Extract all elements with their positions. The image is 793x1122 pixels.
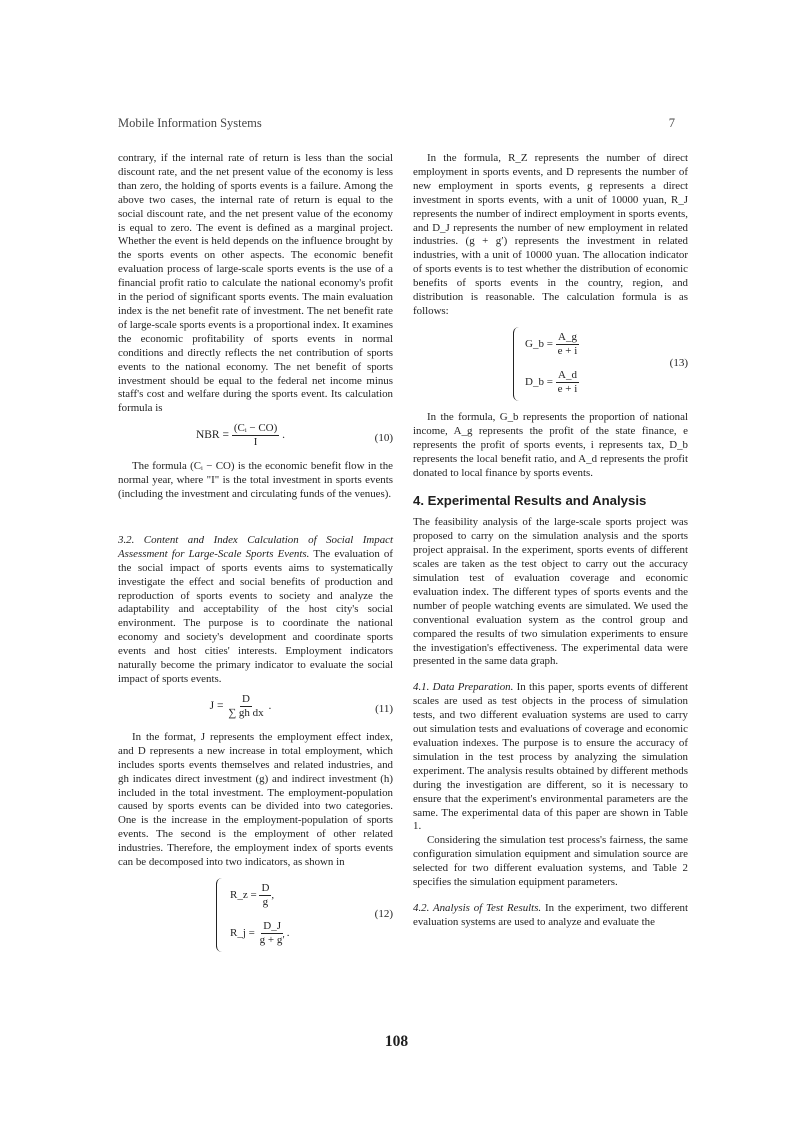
equation-12-line-2-denominator: g + g′ — [259, 933, 285, 946]
equation-10-denominator: I — [253, 436, 258, 449]
equation-10-fraction — [232, 422, 279, 449]
equation-10 — [118, 422, 393, 454]
equation-12-line-2-lhs: R_j = — [230, 927, 255, 939]
equation-13-line-2-fraction — [556, 369, 580, 396]
equation-10-body — [118, 422, 363, 449]
section-4-2 — [413, 902, 688, 930]
equation-11-number: (11) — [375, 702, 393, 715]
equation-10-number: (10) — [374, 432, 393, 445]
section-4-2-body: In the experiment, two different evaluation systems are used to analyze and evaluate the — [413, 901, 688, 928]
equation-10-lhs: NBR = — [195, 429, 229, 442]
page-number: 108 — [384, 1033, 409, 1050]
equation-13-line-1-denominator: e + i — [557, 344, 578, 357]
section-4-heading: 4. Experimental Results and Analysis — [413, 493, 647, 509]
equation-11-denominator: ∑ gh dx — [228, 706, 264, 719]
equation-11-tail: . — [268, 700, 272, 713]
right-paragraph-4: Considering the simulation test process's fairness, the same configuration simulation equipment and simulation source are selected for two different evaluation systems, and Table 2 specifies the simulation equipment parameters. — [413, 834, 688, 889]
equation-11-body — [118, 693, 363, 720]
running-header — [118, 116, 675, 131]
equation-11-fraction — [226, 693, 265, 720]
equation-13-number: (13) — [669, 356, 688, 369]
section-3-2-title: 3.2. Content and Index Calculation of Social Impact Assessment for Large-Scale Sports Events. — [118, 533, 393, 560]
equation-12-line-2-tail: . — [286, 927, 290, 939]
header-page-number: 7 — [668, 116, 675, 130]
right-paragraph-2: In the formula, G_b represents the proportion of national income, A_g represents the profit of the state finance, e represents the profit of sports events, i represents tax, D_b represents the local benefit ratio, and A_d represents the profit donated to local finance by sports events. — [413, 410, 688, 479]
equation-10-tail: . — [282, 429, 286, 442]
equation-13-brace — [513, 327, 520, 401]
equation-12-line-1-tail: , — [271, 889, 275, 901]
equation-10-numerator: (Cᵢ − CO) — [233, 422, 278, 435]
journal-name: Mobile Information Systems — [118, 116, 262, 130]
section-3-2-body: The evaluation of the social impact of sports events aims to systematically investigate the effect and social benefits of production and reproduction of sports events to society and analyze the adaptability and acceptability of the host city's social environment. The purpose is to coordinate the national economy and society's development and coordinate sports events and host cities' interests. Employment indicators naturally become the primary indicator to evaluate the social impact of sports events. — [118, 547, 393, 685]
left-paragraph-1: contrary, if the internal rate of return is less than the social discount rate, and the net present value of the economy is less than zero, the holding of sports events is a failure. Among the above two cases, the internal rate of return is equal to the social discount rate, and the net present value of the economy is equal to zero. The event is defined as a marginal project. Whether the event is held depends on the influence brought by the sports events on other aspects. The economic benefit evaluation process of large-scale sports events is the use of a financial profit ratio to calculate the national economy's profit in the period of significant sports events. The main evaluation index is the net benefit rate of investment. The net benefit rate of large-scale sports events is a proportional index. It examines the economic profitability of sports events in normal conditions and directly reflects the net contribution of sports events to the national economy. The net benefit of sports investment should be equal to the federal net income minus staff's cost and welfare during the sports event. Its calculation formula is — [118, 152, 394, 415]
left-paragraph-3: In the format, J represents the employment effect index, and D represents a new increase in total employment, which includes sports events themselves and related industries, and gh indicates direct investment (g) and indirect investment (h) included in the total investment. The employment-population caused by sports events can be divided into two categories. One is the increase in the employment-population of sports events. The second is the employment of other related industries. Therefore, the employment index of sports events can be decomposed into two indicators, as shown in — [118, 730, 393, 869]
section-4-1-title: 4.1. Data Preparation. — [413, 681, 514, 694]
left-paragraph-2: The formula (Cᵢ − CO) is the economic benefit flow in the normal year, where "I" is the total investment in sports events (including the investment and circulating funds of the venues). — [118, 460, 393, 501]
right-column — [413, 152, 688, 930]
equation-12-line-2 — [230, 920, 289, 947]
section-4-1 — [413, 681, 688, 834]
equation-11 — [118, 693, 393, 725]
equation-12 — [118, 876, 393, 956]
right-paragraph-1: In the formula, R_Z represents the number of direct employment in sports events, and D represents the number of new employment in sports events, g represents a direct investment in sports events, with a unit of 10000 yuan, R_J represents the number of indirect employment in sports events, and D_J represents the number of new employment in related industries. (g + g′) represents the investment in related industries, with a unit of 10000 yuan. The allocation indicator of sports events is to test whether the distribution of economic benefits of sports events in the country, region, and distribution is reasonable. The calculation formula is as follows: — [413, 152, 688, 317]
equation-13-line-2 — [525, 369, 579, 396]
equation-12-line-1-lhs: R_z = — [230, 889, 257, 901]
equation-13 — [413, 325, 688, 405]
equation-12-line-1-numerator: D — [261, 881, 270, 894]
equation-12-line-1-fraction — [259, 882, 271, 909]
section-3-2 — [118, 534, 393, 687]
equation-11-lhs: J = — [209, 700, 224, 713]
equation-12-line-2-numerator: D_J — [263, 919, 282, 932]
equation-12-line-1 — [230, 882, 274, 909]
section-4-1-body: In this paper, sports events of different scales are used as test objects in the process of simulation tests, and two different evaluation systems are used to carry out simulation tests and evaluations of coverage and economic evaluation indexes. The purpose is to ensure the accuracy of simulation in the test process by analyzing the simulation experiment. The analysis results obtained by different methods during the investigation are different, so it is necessary to ensure that the experiment's environmental parameters are the same. The experimental data of this paper are shown in Table 1. — [413, 681, 688, 833]
equation-13-line-2-numerator: A_d — [558, 368, 577, 381]
section-4-2-title: 4.2. Analysis of Test Results. — [413, 901, 542, 914]
equation-13-line-1-numerator: A_g — [558, 330, 577, 343]
equation-13-line-2-lhs: D_b = — [525, 375, 553, 388]
equation-13-line-1 — [525, 331, 579, 358]
equation-12-number: (12) — [374, 907, 393, 920]
equation-12-line-1-denominator: g — [262, 895, 269, 908]
equation-12-line-2-fraction — [258, 920, 287, 947]
equation-11-numerator: D — [242, 692, 250, 705]
equation-13-line-2-denominator: e + i — [557, 382, 578, 395]
left-column — [118, 152, 393, 956]
equation-13-line-1-fraction — [556, 331, 580, 358]
equation-12-brace — [216, 878, 223, 952]
right-paragraph-3: The feasibility analysis of the large-scale sports project was proposed to carry on the simulation analysis and the sports project appraisal. In the experiment, sports events of different scales are taken as the test object to carry out the accuracy simulation test of evaluation coverage and economic evaluation index. The different types of sports events and the number of people watching events are simulated. We used the conventional evaluation system as the control group and compared the results of two simulation experiments to ensure the investigation's effectiveness. The experimental data were presented in the same data graph. — [413, 516, 688, 668]
equation-13-line-1-lhs: G_b = — [525, 337, 553, 350]
